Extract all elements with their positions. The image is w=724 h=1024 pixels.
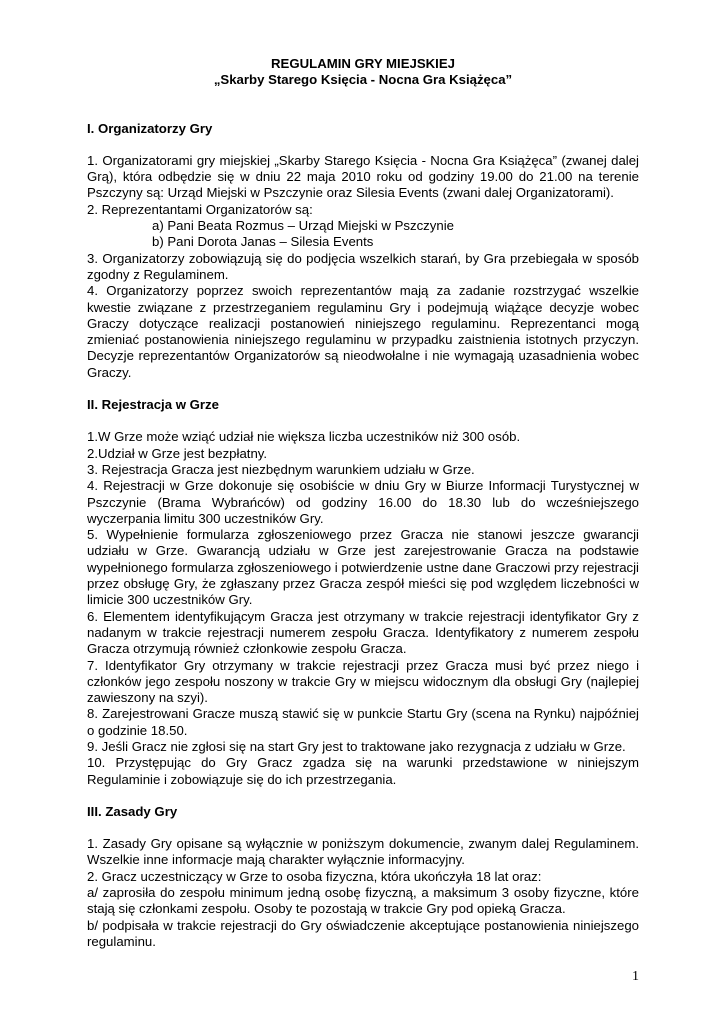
paragraph: a/ zaprosiła do zespołu minimum jedną osobę fizyczną, a maksimum 3 osoby fizyczne, które stają się członkami zespołu. Osoby te pozostają w trakcie Gry pod opieką Gracza. [87,885,639,917]
section-heading-rules: III. Zasady Gry [87,803,178,819]
paragraph: 3. Rejestracja Gracza jest niezbędnym warunkiem udziału w Grze. [87,461,475,477]
paragraph: 4. Organizatorzy poprzez swoich reprezentantów mają za zadanie rozstrzygać wszelkie kwestie związane z przestrzeganiem regulaminu Gry i podejmują wiążące decyzje wobec Graczy dotyczące realizacji postanowień niniejszego regulaminu. Reprezentanci mogą zmieniać postanowienia niniejszego regulaminu w przypadku zaistnienia istotnych przyczyn. Decyzje reprezentantów Organizatorów są nieodwołalne i nie wymagają uzasadnienia wobec Graczy. [87,283,639,380]
paragraph: 1.W Grze może wziąć udział nie większa liczba uczestników niż 300 osób. [87,429,521,445]
paragraph: 8. Zarejestrowani Gracze muszą stawić się w punkcie Startu Gry (scena na Rynku) najpóźniej o godzinie 18.50. [87,706,639,738]
paragraph: 1. Organizatorami gry miejskiej „Skarby Starego Księcia - Nocna Gra Książęca” (zwanej dalej Grą), która odbędzie się w dniu 22 maja 2010 roku od godziny 19.00 do 21.00 na terenie Pszczyny są: Urząd Miejski w Pszczynie oraz Silesia Events (zwani dalej Organizatorami). [87,152,639,201]
document-page [87,56,639,950]
paragraph: 5. Wypełnienie formularza zgłoszeniowego przez Gracza nie stanowi jeszcze gwarancji udziału w Grze. Gwarancją udziału w Grze jest zarejestrowanie Gracza na podstawie wypełnionego formularza zgłoszeniowego i potwierdzenie ustne dane Graczowi przy rejestracji przez obsługę Gry, że zgłaszany przez Gracza zespół mieści się pod względem liczebności w limicie 300 uczestników Gry. [87,527,639,608]
paragraph: 4. Rejestracji w Grze dokonuje się osobiście w dniu Gry w Biurze Informacji Turystycznej w Pszczynie (Brama Wybrańców) od godziny 16.00 do 18.30 lub do wcześniejszego wyczerpania limitu 300 uczestników Gry. [87,478,639,526]
page-number: 1 [632,969,639,984]
list-item: a) Pani Beata Rozmus – Urząd Miejski w Pszczynie [152,218,454,234]
document-subtitle: „Skarby Starego Księcia - Nocna Gra Książęca” [213,72,513,88]
paragraph: 10. Przystępując do Gry Gracz zgadza się na warunki przedstawione w niniejszym Regulaminie i zobowiązuje się do ich przestrzegania. [87,755,639,787]
paragraph: 9. Jeśli Gracz nie zgłosi się na start Gry jest to traktowane jako rezygnacja z udziału w Grze. [87,738,626,754]
paragraph: 2.Udział w Grze jest bezpłatny. [87,445,268,461]
paragraph: b/ podpisała w trakcie rejestracji do Gry oświadczenie akceptujące postanowienia niniejszego regulaminu. [87,917,639,949]
section-heading-organizers: I. Organizatorzy Gry [87,120,213,136]
paragraph: 6. Elementem identyfikującym Gracza jest otrzymany w trakcie rejestracji identyfikator Gry z nadanym w trakcie rejestracji numerem zespołu Gracza. Identyfikatory z numerem zespołu Gracza otrzymują również członkowie zespołu Gracza. [87,608,639,657]
paragraph: 2. Reprezentantami Organizatorów są: [87,201,313,217]
list-item: b) Pani Dorota Janas – Silesia Events [152,234,374,250]
paragraph: 2. Gracz uczestniczący w Grze to osoba fizyczna, która ukończyła 18 lat oraz: [87,868,542,884]
paragraph: 3. Organizatorzy zobowiązują się do podjęcia wszelkich starań, by Gra przebiegała w sposób zgodny z Regulaminem. [87,250,639,282]
paragraph: 1. Zasady Gry opisane są wyłącznie w poniższym dokumencie, zwanym dalej Regulaminem. Wszelkie inne informacje mają charakter wyłącznie informacyjny. [87,836,639,868]
paragraph: 7. Identyfikator Gry otrzymany w trakcie rejestracji przez Gracza musi być przez niego i członków jego zespołu noszony w trakcie Gry w miejscu widocznym dla obsługi Gry (najlepiej zawieszony na szyi). [87,657,639,706]
document-title: REGULAMIN GRY MIEJSKIEJ [271,56,455,71]
section-heading-registration: II. Rejestracja w Grze [87,397,219,413]
